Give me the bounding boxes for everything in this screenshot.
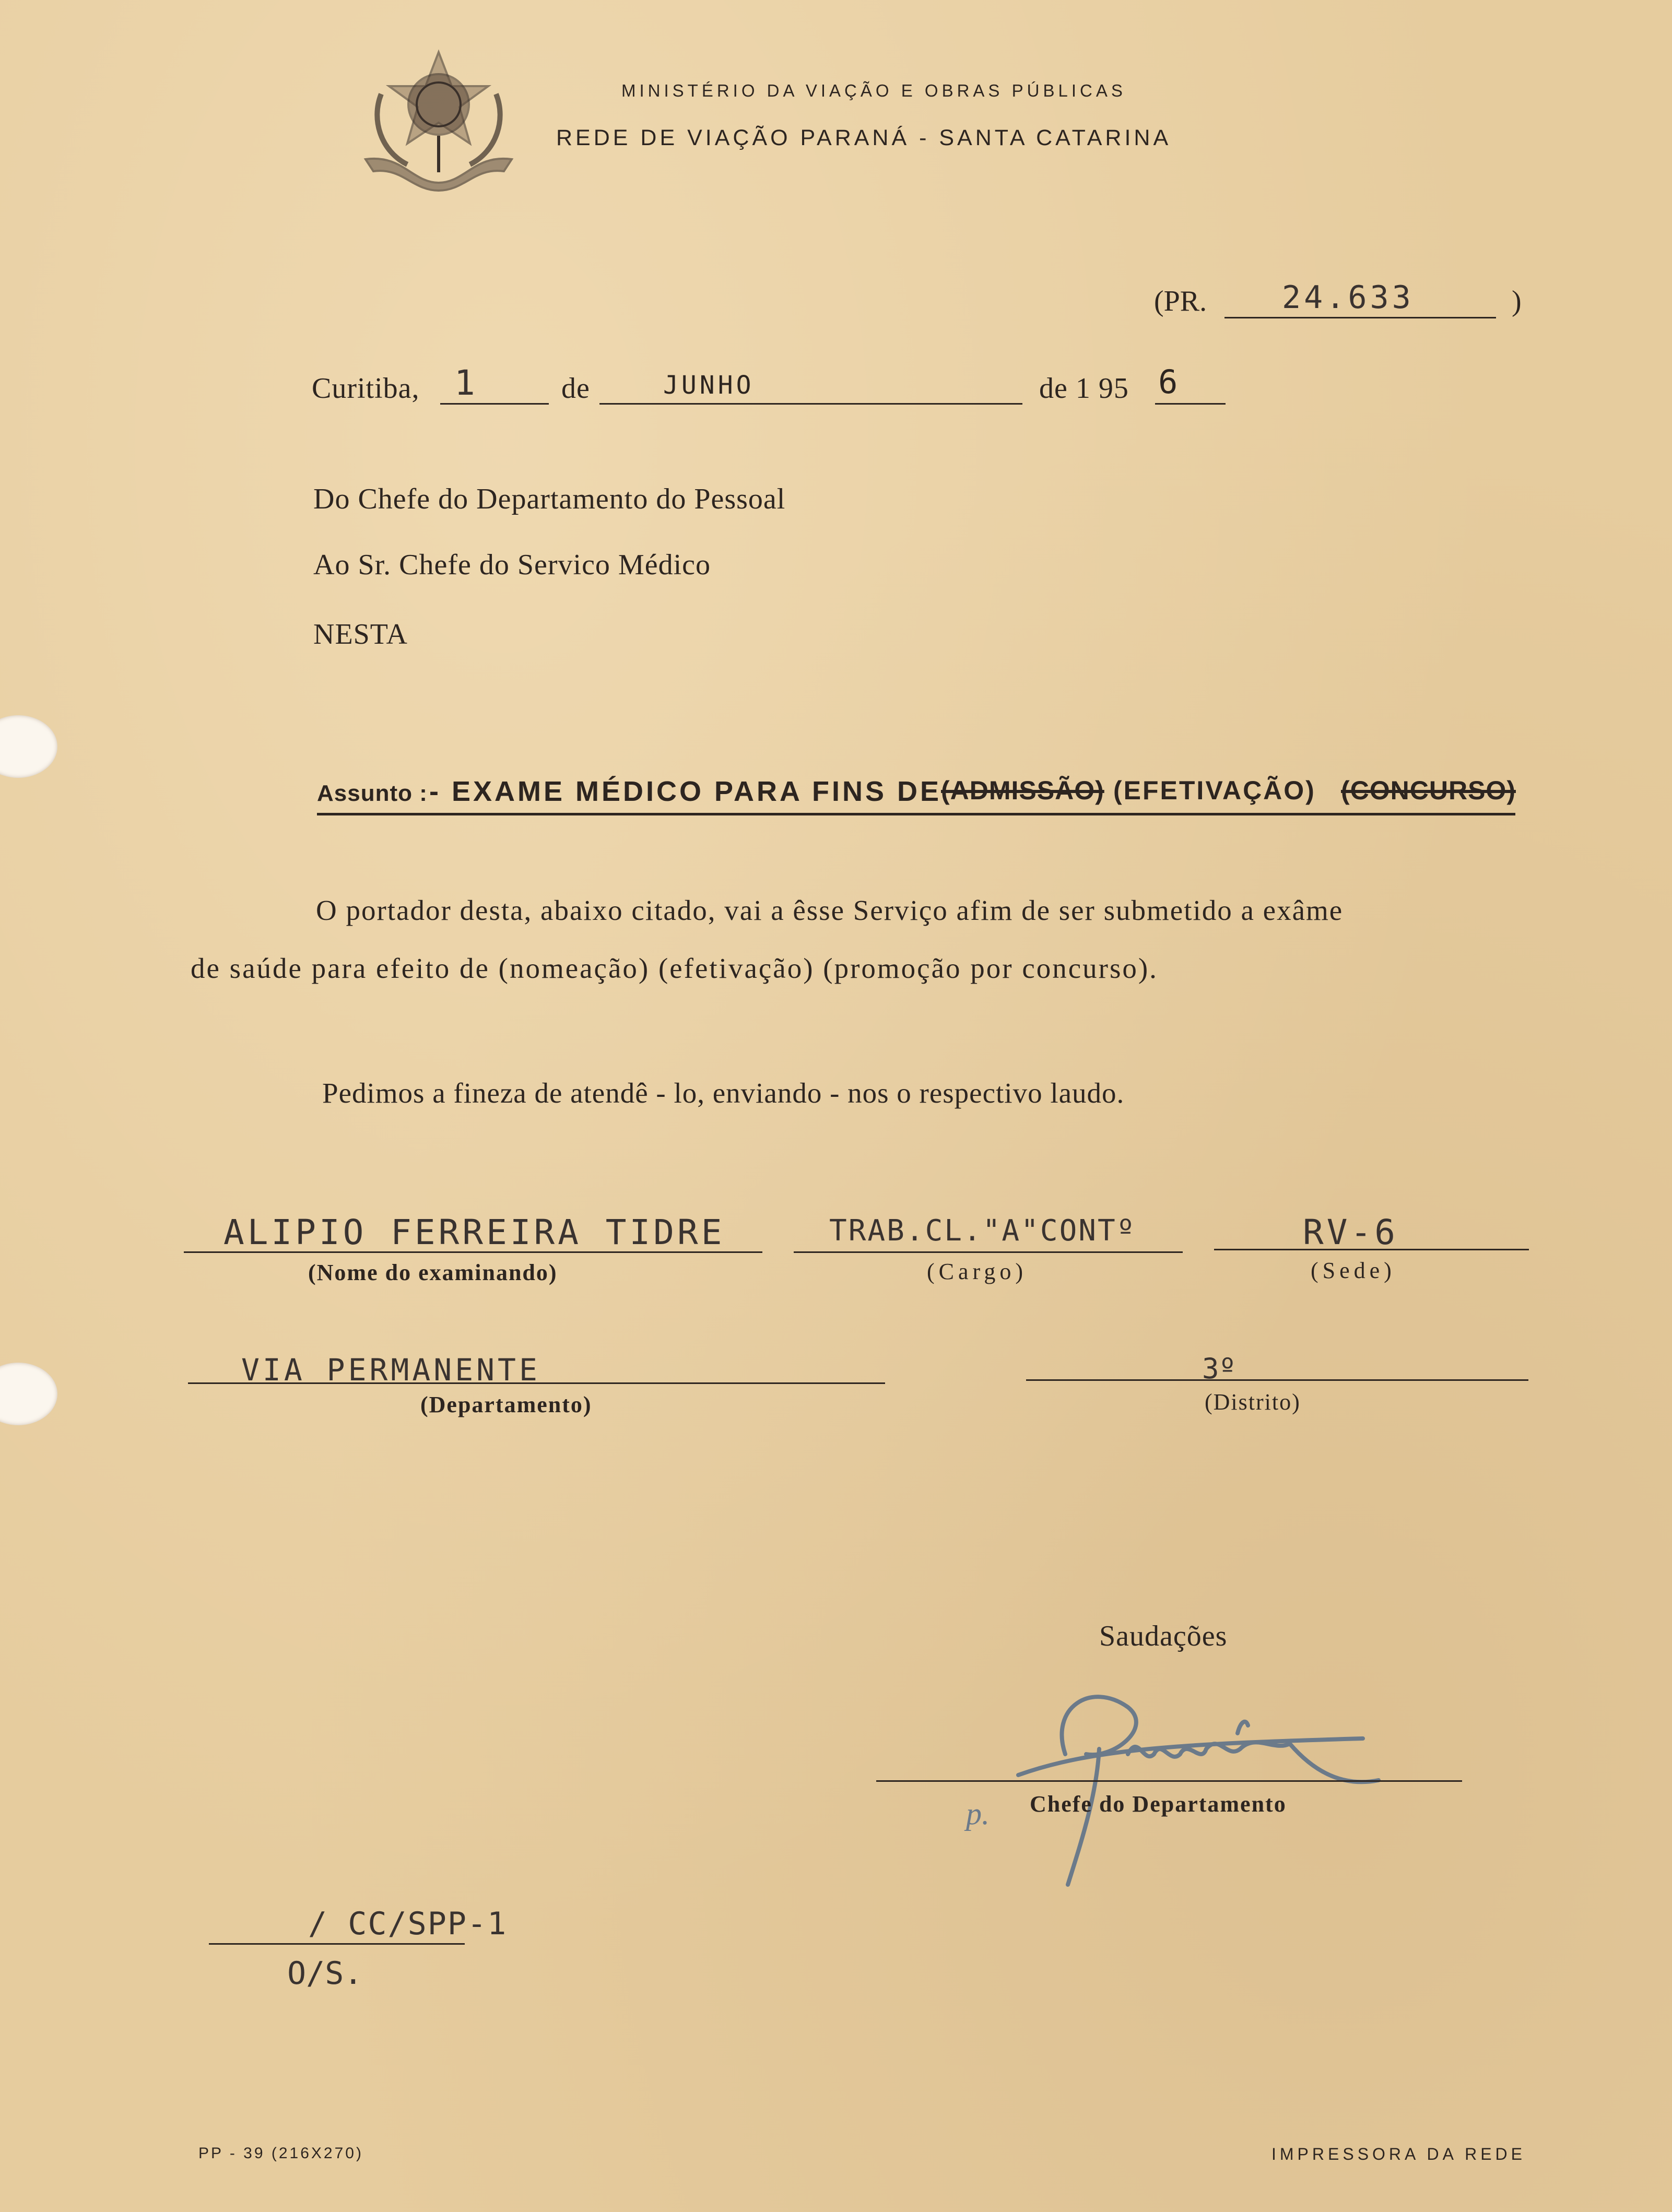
sede-label: (Sede) [1311,1258,1396,1283]
reference-prefix: (PR. [1154,285,1207,317]
body-line-1: O portador desta, abaixo citado, vai a êsse Serviço afim de ser submetido a exâme [316,894,1344,926]
distrito-label: (Distrito) [1205,1389,1301,1415]
date-de-1: de [561,372,590,405]
date-year-line [1155,403,1226,405]
signature-role: Chefe do Departamento [1030,1791,1287,1817]
signature-prefix: p. [966,1796,990,1831]
examinee-name-label: (Nome do examinando) [308,1260,558,1285]
departamento-line [188,1382,885,1384]
routing-line [209,1943,465,1945]
distrito-value: 3º [1202,1352,1237,1385]
punch-hole-bottom [0,1363,57,1425]
punch-hole-top [0,715,57,778]
examinee-name-value: ALIPIO FERREIRA TIDRE [223,1212,725,1252]
date-de-2: de 1 95 [1039,372,1129,405]
cargo-label: (Cargo) [927,1259,1028,1284]
date-day: 1 [454,363,478,403]
body-line-2: de saúde para efeito de (nomeação) (efetivação) (promoção por concurso). [191,952,1158,984]
cargo-value: TRAB.CL."A"CONTº [829,1214,1136,1248]
date-month-line [599,403,1022,405]
departamento-value: VIA PERMANENTE [241,1352,540,1388]
body-line-3: Pedimos a fineza de atendê - lo, enviando - nos o respectivo laudo. [322,1077,1125,1109]
closing-greeting: Saudações [1099,1620,1228,1652]
os-note: O/S. [287,1955,363,1992]
distrito-line [1026,1379,1528,1381]
signature-line [876,1780,1462,1782]
reference-number: 24.633 [1282,279,1414,316]
network-heading: REDE DE VIAÇÃO PARANÁ - SANTA CATARINA [556,125,1172,150]
date-city-label: Curitiba, [312,372,420,405]
coat-of-arms-emblem [360,42,517,193]
subject-option-admissao: (ADMISSÃO) [941,776,1104,805]
routing-note: / CC/SPP-1 [308,1906,508,1942]
date-month: JUNHO [663,371,755,400]
reference-suffix: ) [1512,285,1522,317]
printer-credit: IMPRESSORA DA REDE [1271,2145,1526,2163]
sede-line [1214,1249,1529,1250]
subject-underline [317,813,1515,815]
reference-line [1224,317,1496,318]
address-local: NESTA [313,618,408,650]
date-day-line [440,403,549,405]
date-year-digit: 6 [1158,363,1178,401]
form-code: PP - 39 (216X270) [198,2145,363,2162]
subject-option-efetivacao: (EFETIVAÇÃO) [1113,776,1316,805]
address-from: Do Chefe do Departamento do Pessoal [313,483,786,515]
subject-option-concurso: (CONCURSO) [1341,776,1516,805]
handwritten-signature [956,1676,1452,1900]
subject-text: - EXAME MÉDICO PARA FINS DE [429,776,942,807]
address-to: Ao Sr. Chefe do Servico Médico [313,549,711,581]
departamento-label: (Departamento) [420,1392,592,1417]
cargo-line [794,1251,1183,1253]
ministry-heading: MINISTÉRIO DA VIAÇÃO E OBRAS PÚBLICAS [621,81,1126,100]
sede-value: RV-6 [1303,1212,1398,1252]
examinee-name-line [184,1251,762,1253]
subject-label: Assunto : [317,780,428,806]
